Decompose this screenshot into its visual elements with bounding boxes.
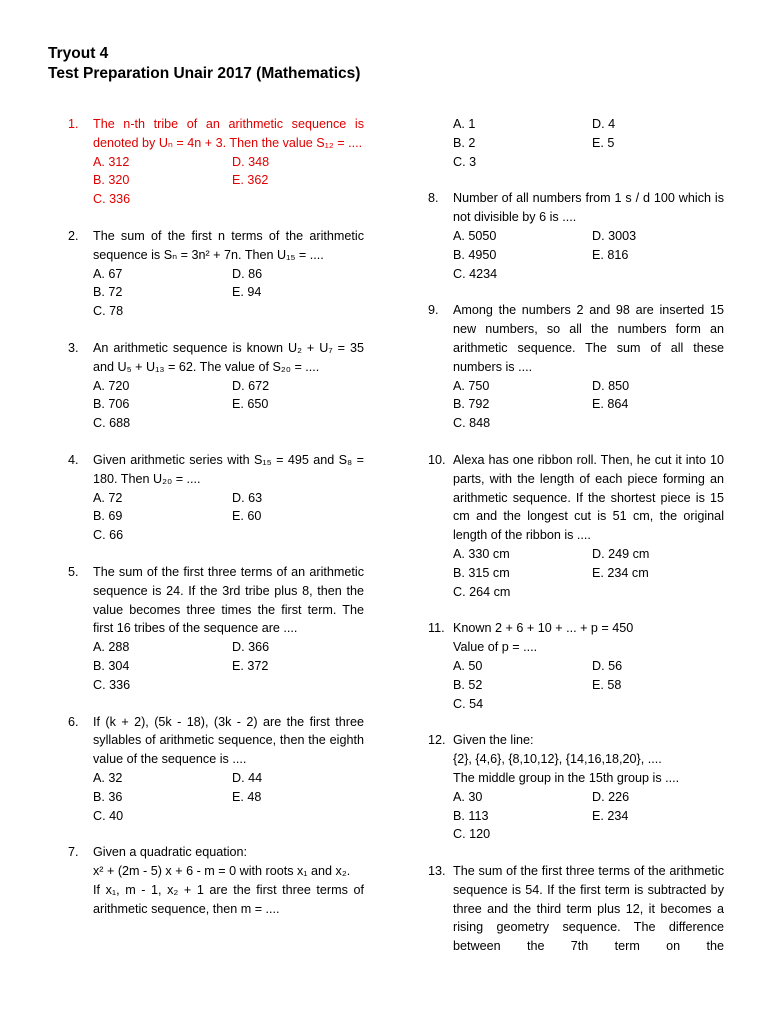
option-b: B. 304 xyxy=(93,658,130,673)
option-c: C. 40 xyxy=(93,808,124,823)
option-b: B. 4950 xyxy=(453,247,497,262)
question-number: 10. xyxy=(428,452,446,467)
option-e: E. 362 xyxy=(232,173,269,188)
question-stem-line-1: Given a quadratic equation: xyxy=(93,845,248,860)
option-c: C. 4234 xyxy=(453,266,498,281)
option-e: E. 5 xyxy=(592,135,615,150)
option-b: B. 69 xyxy=(93,509,123,524)
question-2 xyxy=(68,227,364,321)
option-d: D. 4 xyxy=(592,117,616,131)
answer-options xyxy=(93,769,364,825)
question-stem: Number of all numbers from 1 s / d 100 which is not divisible by 6 is .... xyxy=(453,191,724,225)
question-8 xyxy=(428,189,724,283)
question-10 xyxy=(428,451,724,601)
option-d: D. 366 xyxy=(232,640,270,655)
title-line-1: Tryout 4 xyxy=(48,45,109,62)
question-12 xyxy=(428,731,724,844)
right-column xyxy=(428,115,724,974)
question-stem-line-1: Given the line: xyxy=(453,733,534,748)
option-c: C. 120 xyxy=(453,827,491,842)
question-number: 8. xyxy=(428,191,439,206)
question-number: 4. xyxy=(68,452,79,467)
question-number: 5. xyxy=(68,564,79,579)
option-d: D. 249 cm xyxy=(592,546,650,561)
question-number: 6. xyxy=(68,714,79,729)
option-b: B. 113 xyxy=(453,808,489,823)
question-stem-line-2: x² + (2m - 5) x + 6 - m = 0 with roots x₁ and x₂. xyxy=(93,864,351,879)
option-b: B. 2 xyxy=(453,135,476,150)
question-stem-line-1: Known 2 + 6 + 10 + ... + p = 450 xyxy=(453,621,634,636)
left-column xyxy=(68,115,364,936)
title-line-2: Test Preparation Unair 2017 (Mathematics) xyxy=(48,65,361,82)
question-stem: Alexa has one ribbon roll. Then, he cut it into 10 parts, with the length of each piece forming an arithmetic sequence. If the shortest piece is 15 cm and the longest cut is 51 cm, the original length of the ribbon is .... xyxy=(453,452,724,543)
question-stem-line-3: If x₁, m - 1, x₂ + 1 are the first three terms of arithmetic sequence, then m = .... xyxy=(93,882,364,916)
option-d: D. 44 xyxy=(232,770,263,785)
option-d: D. 3003 xyxy=(592,228,637,243)
question-stem: Given arithmetic series with S₁₅ = 495 and S₈ = 180. Then U₂₀ = .... xyxy=(93,452,364,486)
question-7 xyxy=(68,843,364,918)
option-d: D. 63 xyxy=(232,490,263,505)
option-a: A. 32 xyxy=(93,770,123,785)
option-a: A. 72 xyxy=(93,490,123,505)
question-stem: An arithmetic sequence is known U₂ + U₇ = 35 and U₅ + U₁₃ = 62. The value of S₂₀ = .... xyxy=(93,340,364,374)
option-e: E. 58 xyxy=(592,677,622,692)
question-3 xyxy=(68,339,364,433)
question-number: 2. xyxy=(68,228,79,243)
option-b: B. 52 xyxy=(453,677,483,692)
question-stem-line-2: Value of p = .... xyxy=(453,640,538,655)
option-e: E. 650 xyxy=(232,397,269,412)
option-b: B. 315 cm xyxy=(453,565,510,580)
option-e: E. 816 xyxy=(592,247,629,262)
question-number: 12. xyxy=(428,733,446,748)
question-number: 9. xyxy=(428,303,439,318)
option-c: C. 78 xyxy=(93,304,124,319)
question-stem: The sum of the first three terms of the arithmetic sequence is 54. If the first term is subtracted by three and the third term plus 12, it becomes a rising geometry sequence. The difference between the 7th term on the xyxy=(453,864,724,954)
question-stem: The sum of the first three terms of an arithmetic sequence is 24. If the 3rd tribe plus 8, then the value becomes three times the first term. The first 16 tribes of the sequence are .... xyxy=(93,564,364,636)
option-b: B. 320 xyxy=(93,173,130,188)
option-b: B. 72 xyxy=(93,285,123,300)
option-e: E. 94 xyxy=(232,285,262,300)
question-7-options xyxy=(428,115,724,171)
option-a: A. 67 xyxy=(93,266,123,281)
option-c: C. 3 xyxy=(453,154,477,169)
option-b: B. 36 xyxy=(93,789,123,804)
answer-options xyxy=(453,227,724,283)
option-d: D. 226 xyxy=(592,789,630,804)
option-d: D. 672 xyxy=(232,378,270,393)
option-b: B. 792 xyxy=(453,397,490,412)
answer-options xyxy=(453,115,724,171)
option-e: E. 234 xyxy=(592,808,629,823)
question-number: 13. xyxy=(428,864,446,879)
answer-options xyxy=(93,638,364,694)
question-stem: The n-th tribe of an arithmetic sequence is denoted by Uₙ = 4n + 3. Then the value S₁₂ = .... xyxy=(93,117,364,150)
question-6 xyxy=(68,713,364,826)
option-c: C. 848 xyxy=(453,416,491,431)
question-1 xyxy=(68,115,364,209)
question-4 xyxy=(68,451,364,545)
option-c: C. 336 xyxy=(93,677,131,692)
question-stem: If (k + 2), (5k - 18), (3k - 2) are the first three syllables of arithmetic sequence, then the eighth value of the sequence is .... xyxy=(93,714,364,767)
answer-options xyxy=(93,153,364,209)
document-title xyxy=(48,44,360,84)
option-a: A. 288 xyxy=(93,640,130,655)
option-a: A. 330 cm xyxy=(453,546,510,561)
option-e: E. 60 xyxy=(232,509,262,524)
question-stem-line-2: {2}, {4,6}, {8,10,12}, {14,16,18,20}, .... xyxy=(453,752,662,767)
option-b: B. 706 xyxy=(93,397,130,412)
option-d: D. 348 xyxy=(232,154,270,169)
option-a: A. 50 xyxy=(453,658,483,673)
question-stem: Among the numbers 2 and 98 are inserted 15 new numbers, so all the numbers form an arithmetic sequence. The sum of all these numbers is .... xyxy=(453,303,724,374)
option-c: C. 688 xyxy=(93,416,131,431)
option-a: A. 5050 xyxy=(453,228,497,243)
question-stem-line-3: The middle group in the 15th group is .... xyxy=(453,770,680,785)
answer-options xyxy=(453,657,724,713)
option-c: C. 66 xyxy=(93,528,124,543)
option-e: E. 864 xyxy=(592,397,629,412)
question-9 xyxy=(428,301,724,433)
question-13 xyxy=(428,862,724,956)
question-number: 11. xyxy=(428,621,445,636)
option-a: A. 312 xyxy=(93,154,130,169)
question-number: 7. xyxy=(68,845,79,860)
question-stem: The sum of the first n terms of the arithmetic sequence is Sₙ = 3n² + 7n. Then U₁₅ = .... xyxy=(93,228,364,262)
question-number: 1. xyxy=(68,117,79,131)
answer-options xyxy=(93,489,364,545)
answer-options xyxy=(453,377,724,433)
option-d: D. 56 xyxy=(592,658,623,673)
option-e: E. 372 xyxy=(232,658,269,673)
option-a: A. 720 xyxy=(93,378,130,393)
option-a: A. 30 xyxy=(453,789,483,804)
question-number: 3. xyxy=(68,340,79,355)
option-e: E. 48 xyxy=(232,789,262,804)
option-c: C. 336 xyxy=(93,192,131,207)
option-e: E. 234 cm xyxy=(592,565,649,580)
question-5 xyxy=(68,563,364,695)
question-11 xyxy=(428,619,724,713)
option-a: A. 750 xyxy=(453,378,490,393)
option-a: A. 1 xyxy=(453,117,476,131)
option-c: C. 54 xyxy=(453,696,484,711)
answer-options xyxy=(453,788,724,844)
option-c: C. 264 cm xyxy=(453,584,511,599)
answer-options xyxy=(93,377,364,433)
option-d: D. 850 xyxy=(592,378,630,393)
option-d: D. 86 xyxy=(232,266,263,281)
answer-options xyxy=(93,265,364,321)
answer-options xyxy=(453,545,724,601)
